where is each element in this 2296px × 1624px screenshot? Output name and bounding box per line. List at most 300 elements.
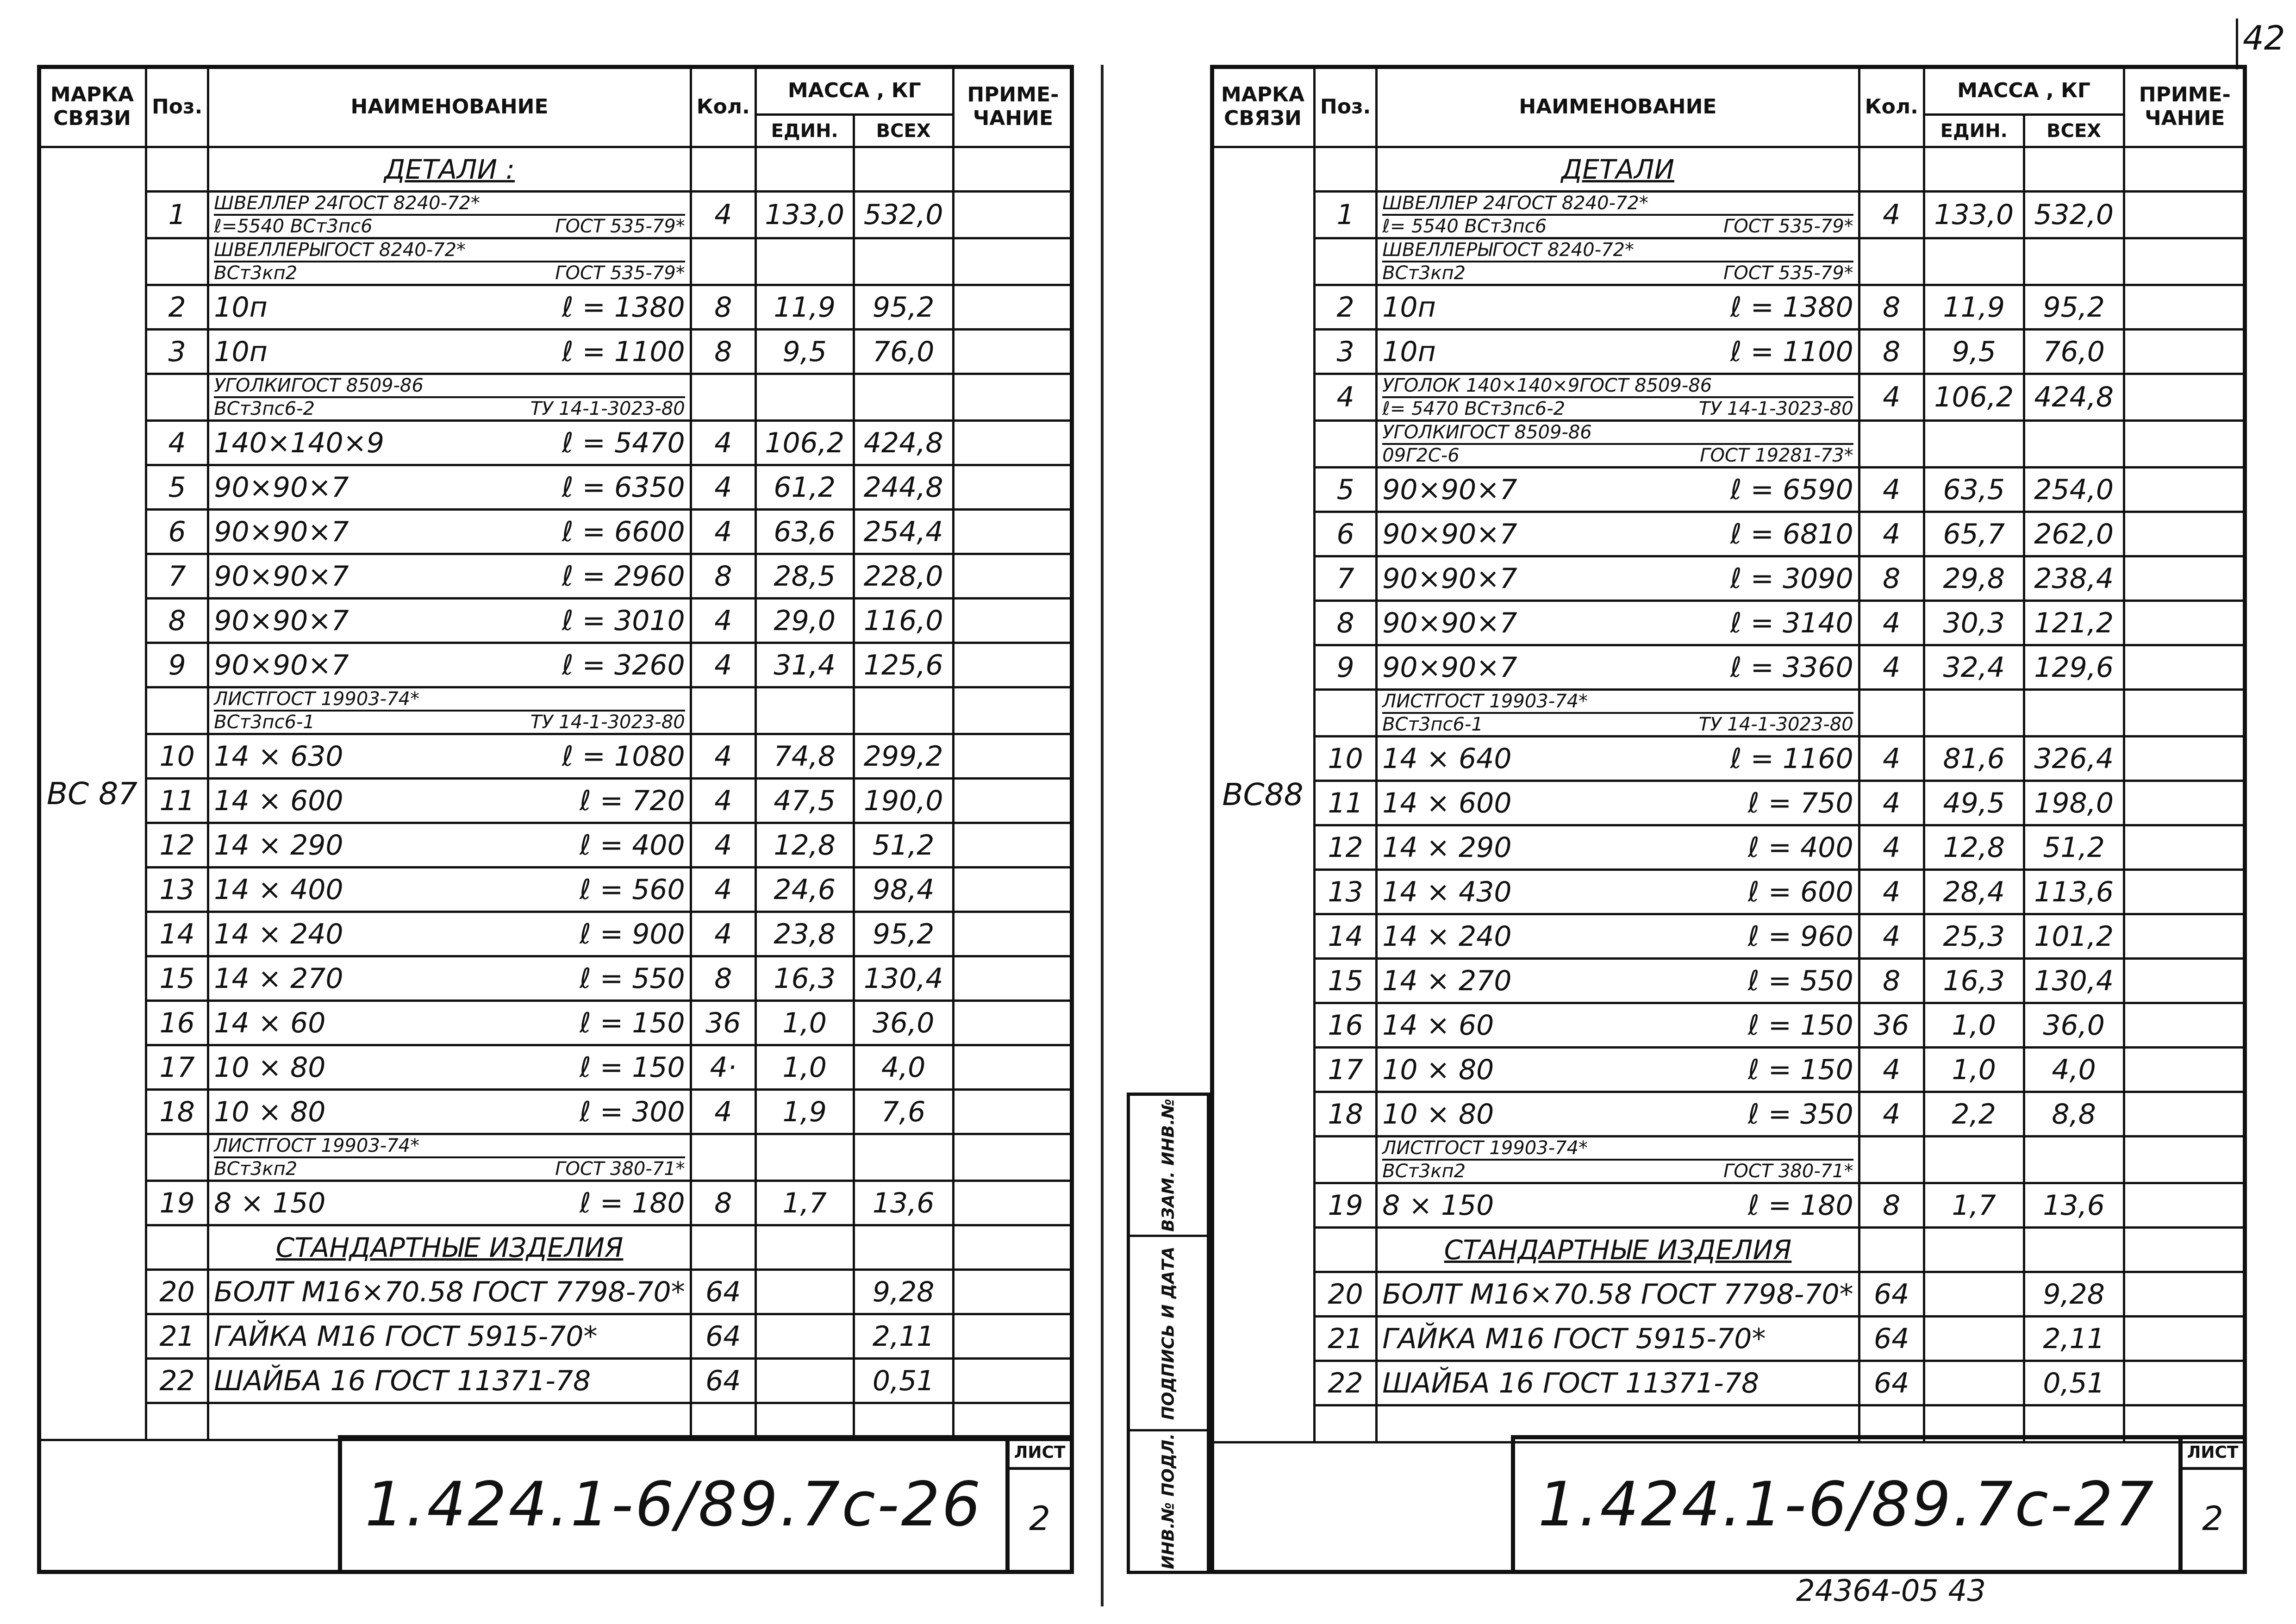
material-name: ЛИСТ <box>1382 1137 1435 1159</box>
unit-mass-cell: 81,6 <box>1924 737 2024 781</box>
pos-cell: 4 <box>146 421 208 465</box>
pos-cell: 5 <box>1314 468 1376 512</box>
note-cell <box>2124 914 2246 959</box>
page-number-mark <box>2236 19 2238 69</box>
total-mass-cell: 129,6 <box>2024 645 2124 690</box>
qty-cell: 64 <box>1859 1272 1924 1317</box>
qty-cell <box>1859 238 1924 285</box>
material-cell <box>1377 421 1859 468</box>
item-grade-standard: ТУ 14-1-3023-80 <box>1698 398 1853 419</box>
note-cell <box>953 779 1073 823</box>
qty-cell <box>1859 147 1924 192</box>
strip-label-orig: ИНВ.№ ПОДЛ. <box>1159 1433 1178 1569</box>
item-length-grade: ℓ=5540 ВСт3пс6 <box>214 216 373 237</box>
table-row <box>38 823 1073 868</box>
note-header <box>953 66 1073 147</box>
total-mass-cell: 2,11 <box>2024 1317 2124 1361</box>
pos-cell: 1 <box>146 192 208 238</box>
total-mass-cell: 13,6 <box>2024 1183 2124 1228</box>
pos-cell <box>146 687 208 734</box>
unit-mass-cell: 106,2 <box>1924 374 2024 421</box>
strip-cell-sign <box>1130 1235 1207 1429</box>
material-grade: ВСт3кп2 <box>1382 262 1466 284</box>
material-line-1 <box>1382 691 1853 714</box>
note-header <box>2124 66 2246 147</box>
item-size: 14 × 60 <box>1382 1009 1494 1042</box>
name-cell <box>208 421 691 465</box>
name-cell <box>208 1181 691 1225</box>
unit-mass-cell <box>1924 690 2024 737</box>
qty-cell: 4· <box>691 1045 755 1090</box>
unit-mass-cell <box>1924 1228 2024 1272</box>
unit-mass-cell <box>1924 1317 2024 1361</box>
note-cell <box>953 1225 1073 1270</box>
item-line-2 <box>1382 216 1853 237</box>
item-size: 8 × 150 <box>1382 1189 1494 1222</box>
item-length: ℓ = 2960 <box>562 560 685 593</box>
pos-cell: 18 <box>146 1090 208 1134</box>
qty-cell: 4 <box>1859 781 1924 825</box>
unit-mass-cell <box>1924 421 2024 468</box>
item-length: ℓ = 6350 <box>562 471 685 504</box>
sheet-label: ЛИСТ <box>2183 1439 2243 1470</box>
item-size: 10п <box>214 291 268 324</box>
name-cell-pair <box>214 1051 685 1084</box>
table-row <box>38 868 1073 912</box>
note-cell <box>953 1045 1073 1090</box>
note-cell <box>953 1314 1073 1359</box>
unit-mass-cell: 1,7 <box>1924 1183 2024 1228</box>
note-cell <box>2124 601 2246 645</box>
item-size: 10 × 80 <box>214 1051 326 1084</box>
unit-mass-cell <box>1924 147 2024 192</box>
total-mass-cell: 0,51 <box>2024 1361 2124 1405</box>
table-row <box>1211 1361 2246 1405</box>
item-size: 90×90×7 <box>1382 606 1517 639</box>
pos-cell <box>1314 147 1376 192</box>
material-line-2 <box>214 262 685 284</box>
item-line-1 <box>1382 193 1853 216</box>
note-cell <box>953 510 1073 554</box>
sheet-label: ЛИСТ <box>1010 1439 1070 1470</box>
table-row <box>1211 556 2246 601</box>
material-grade: ВСт3кп2 <box>214 262 298 284</box>
item-size: 90×90×7 <box>214 560 349 593</box>
unit-mass-cell: 29,0 <box>755 599 854 643</box>
note-cell <box>2124 1272 2246 1317</box>
note-cell <box>2124 468 2246 512</box>
pos-cell: 20 <box>146 1270 208 1314</box>
unit-mass-cell <box>755 374 854 421</box>
material-name: ЛИСТ <box>214 1135 266 1156</box>
pos-cell: 13 <box>1314 870 1376 914</box>
total-mass-cell <box>2024 238 2124 285</box>
section-row <box>1211 1228 2246 1272</box>
material-row <box>1211 690 2246 737</box>
pos-cell: 3 <box>146 330 208 374</box>
total-mass-cell: 13,6 <box>854 1181 953 1225</box>
name-cell-pair <box>214 427 685 459</box>
table-row <box>38 465 1073 510</box>
material-cell <box>1377 1137 1859 1183</box>
material-grade: ВСт3кп2 <box>214 1158 298 1180</box>
unit-mass-cell: 1,0 <box>755 1001 854 1045</box>
item-size: 90×90×7 <box>214 471 349 504</box>
item-length: ℓ = 1100 <box>1730 335 1853 368</box>
table-row <box>38 554 1073 599</box>
item-length: ℓ = 150 <box>579 1051 685 1084</box>
qty-cell: 4 <box>691 599 755 643</box>
name-cell-pair <box>1382 651 1853 684</box>
table-row <box>1211 914 2246 959</box>
note-cell <box>2124 192 2246 238</box>
unit-mass-cell: 49,5 <box>1924 781 2024 825</box>
item-size: 90×90×7 <box>214 604 349 637</box>
item-size: 14 × 600 <box>214 784 343 817</box>
unit-mass-cell <box>1924 1137 2024 1183</box>
material-standard: ГОСТ 8240-72* <box>1492 239 1634 261</box>
total-mass-cell: 228,0 <box>854 554 953 599</box>
qty-cell: 4 <box>691 421 755 465</box>
pos-cell: 19 <box>1314 1183 1376 1228</box>
item-size: 14 × 270 <box>214 962 343 995</box>
name-cell <box>1377 1048 1859 1092</box>
pos-cell: 11 <box>1314 781 1376 825</box>
total-mass-cell: 36,0 <box>2024 1003 2124 1048</box>
item-size: 90×90×7 <box>214 649 349 681</box>
mark-header <box>1211 66 1315 147</box>
total-mass-cell: 2,11 <box>854 1314 953 1359</box>
item-grade-standard: ГОСТ 535-79* <box>1723 216 1853 237</box>
page-number: 42 <box>2243 19 2285 57</box>
table-row <box>1211 374 2246 421</box>
strip-label-replace: ВЗАМ. ИНВ.№ <box>1159 1099 1178 1232</box>
total-mass-cell: 121,2 <box>2024 601 2124 645</box>
unit-mass-cell <box>1924 238 2024 285</box>
note-header-line2: ЧАНИЕ <box>2145 106 2225 130</box>
qty-cell: 8 <box>691 1181 755 1225</box>
name-cell <box>208 330 691 374</box>
name-cell-pair <box>1382 787 1853 819</box>
qty-cell: 4 <box>691 465 755 510</box>
unit-mass-cell <box>755 687 854 734</box>
pos-cell: 12 <box>1314 825 1376 870</box>
name-cell-pair <box>1382 965 1853 997</box>
unit-mass-cell: 47,5 <box>755 779 854 823</box>
material-cell <box>208 1134 691 1181</box>
unit-mass-cell <box>755 1134 854 1181</box>
note-cell <box>2124 556 2246 601</box>
qty-cell: 4 <box>691 823 755 868</box>
item-length: ℓ = 3360 <box>1730 651 1853 684</box>
section-title: ДЕТАЛИ <box>1377 147 1859 192</box>
name-cell <box>1377 1092 1859 1137</box>
table-row <box>1211 1317 2246 1361</box>
table-row <box>38 1270 1073 1314</box>
name-cell <box>1377 737 1859 781</box>
item-size: 14 × 400 <box>214 873 343 906</box>
qty-cell <box>1859 1137 1924 1183</box>
pos-cell <box>146 1134 208 1181</box>
item-length: ℓ = 550 <box>1747 964 1853 997</box>
name-cell-pair <box>214 962 685 995</box>
name-cell-pair <box>1382 336 1853 368</box>
item-name: ШВЕЛЛЕР 24 <box>214 193 338 214</box>
note-cell <box>953 687 1073 734</box>
pos-cell: 2 <box>1314 285 1376 330</box>
item-size: 14 × 600 <box>1382 787 1512 819</box>
material-name: УГОЛКИ <box>1382 422 1460 443</box>
pos-header: Поз. <box>146 66 208 147</box>
total-mass-cell <box>2024 1137 2124 1183</box>
pos-cell <box>1314 421 1376 468</box>
material-cell <box>1377 690 1859 737</box>
qty-cell: 4 <box>1859 1092 1924 1137</box>
total-mass-cell: 424,8 <box>854 421 953 465</box>
sheet-divider <box>1101 65 1104 1606</box>
qty-cell: 4 <box>1859 512 1924 556</box>
table-row <box>1211 959 2246 1003</box>
total-mass-cell: 9,28 <box>854 1270 953 1314</box>
table-row <box>38 912 1073 956</box>
unit-mass-cell: 16,3 <box>755 956 854 1001</box>
table-row <box>38 779 1073 823</box>
name-cell-pair <box>214 649 685 681</box>
note-cell <box>953 1270 1073 1314</box>
item-size: 14 × 240 <box>214 918 343 950</box>
mark-header <box>38 66 146 147</box>
pos-cell: 22 <box>146 1359 208 1403</box>
material-line-1 <box>1382 422 1853 445</box>
material-grade-standard: ГОСТ 380-71* <box>1723 1161 1853 1182</box>
name-cell <box>1377 512 1859 556</box>
material-standard: ГОСТ 8240-72* <box>324 239 466 261</box>
name-cell-pair <box>1382 518 1853 550</box>
item-size: 8 × 150 <box>214 1187 326 1219</box>
unit-mass-header: ЕДИН. <box>755 115 854 147</box>
qty-cell: 4 <box>691 912 755 956</box>
item-line-1 <box>1382 375 1853 398</box>
name-cell-pair <box>214 829 685 862</box>
material-line-1 <box>214 375 685 398</box>
name-cell: БОЛТ М16×70.58 ГОСТ 7798-70* <box>208 1270 691 1314</box>
total-mass-header: ВСЕХ <box>854 115 953 147</box>
total-mass-cell <box>854 1225 953 1270</box>
total-mass-cell: 95,2 <box>2024 285 2124 330</box>
note-cell <box>2124 330 2246 374</box>
material-line-1 <box>214 688 685 712</box>
unit-mass-cell <box>1924 1272 2024 1317</box>
item-length: ℓ = 150 <box>1747 1053 1853 1086</box>
qty-cell <box>1859 1228 1924 1272</box>
note-cell <box>2124 1228 2246 1272</box>
material-line-2 <box>1382 445 1853 466</box>
total-mass-cell <box>854 1403 953 1440</box>
note-cell <box>953 734 1073 779</box>
total-mass-header: ВСЕХ <box>2024 115 2124 147</box>
table-row <box>38 421 1073 465</box>
qty-cell: 4 <box>691 192 755 238</box>
table-row <box>1211 825 2246 870</box>
total-mass-cell <box>854 147 953 192</box>
title-block <box>338 1435 1074 1574</box>
item-size: 14 × 640 <box>1382 742 1512 775</box>
pos-cell: 16 <box>146 1001 208 1045</box>
strip-cell-orig <box>1130 1429 1207 1571</box>
note-cell <box>2124 870 2246 914</box>
material-line-2 <box>214 398 685 419</box>
table-row <box>1211 330 2246 374</box>
table-row <box>38 192 1073 238</box>
note-cell <box>2124 421 2246 468</box>
total-mass-cell: 4,0 <box>854 1045 953 1090</box>
material-grade: ВСт3пс6-1 <box>214 712 315 733</box>
note-cell <box>953 285 1073 330</box>
unit-mass-cell <box>755 1359 854 1403</box>
item-size: 14 × 290 <box>214 829 343 862</box>
total-mass-cell: 113,6 <box>2024 870 2124 914</box>
qty-cell: 8 <box>691 554 755 599</box>
total-mass-cell: 4,0 <box>2024 1048 2124 1092</box>
name-cell: ГАЙКА М16 ГОСТ 5915-70* <box>208 1314 691 1359</box>
total-mass-cell: 95,2 <box>854 912 953 956</box>
table-row <box>38 956 1073 1001</box>
item-size: 10 × 80 <box>214 1095 326 1128</box>
sheet-number: 2 <box>1029 1499 1050 1538</box>
note-cell <box>953 465 1073 510</box>
unit-mass-cell: 1,0 <box>755 1045 854 1090</box>
item-length: ℓ = 3090 <box>1730 562 1853 595</box>
name-cell-pair <box>1382 1054 1853 1086</box>
title-block <box>1511 1435 2247 1574</box>
material-row <box>38 687 1073 734</box>
qty-cell: 4 <box>691 868 755 912</box>
qty-cell: 4 <box>1859 737 1924 781</box>
total-mass-cell <box>2024 147 2124 192</box>
total-mass-cell: 9,28 <box>2024 1272 2124 1317</box>
unit-mass-cell: 106,2 <box>755 421 854 465</box>
qty-cell: 4 <box>1859 601 1924 645</box>
item-length: ℓ = 400 <box>579 829 685 862</box>
table-row <box>1211 192 2246 238</box>
pos-cell: 18 <box>1314 1092 1376 1137</box>
item-grade-standard: ГОСТ 535-79* <box>555 216 685 237</box>
unit-mass-cell: 133,0 <box>1924 192 2024 238</box>
mark-header-line1: МАРКА <box>1221 83 1304 106</box>
pos-cell: 21 <box>146 1314 208 1359</box>
pos-cell <box>146 147 208 192</box>
item-size: 14 × 60 <box>214 1006 326 1039</box>
total-mass-cell: 95,2 <box>854 285 953 330</box>
material-row <box>1211 238 2246 285</box>
material-line-2 <box>1382 714 1853 735</box>
sheet-number-box <box>2178 1439 2243 1570</box>
spec-table <box>37 65 1074 1441</box>
pos-cell: 2 <box>146 285 208 330</box>
note-cell <box>2124 1003 2246 1048</box>
total-mass-cell: 198,0 <box>2024 781 2124 825</box>
qty-cell: 4 <box>1859 1048 1924 1092</box>
material-line-1 <box>214 1135 685 1158</box>
strip-label-sign: ПОДПИСЬ И ДАТА <box>1159 1246 1178 1420</box>
total-mass-cell: 36,0 <box>854 1001 953 1045</box>
item-length: ℓ = 1380 <box>1730 291 1853 324</box>
material-name: ШВЕЛЛЕРЫ <box>214 239 324 261</box>
total-mass-cell <box>854 1134 953 1181</box>
item-size: 90×90×7 <box>1382 651 1517 684</box>
pos-cell: 9 <box>1314 645 1376 690</box>
item-line-2 <box>214 216 685 237</box>
note-cell <box>2124 1092 2246 1137</box>
total-mass-cell <box>2024 421 2124 468</box>
table-row <box>1211 1092 2246 1137</box>
section-title: СТАНДАРТНЫЕ ИЗДЕЛИЯ <box>1377 1228 1859 1272</box>
name-cell <box>1377 959 1859 1003</box>
unit-mass-cell <box>755 238 854 285</box>
qty-cell: 4 <box>1859 914 1924 959</box>
pos-cell: 21 <box>1314 1317 1376 1361</box>
drawing-code: 1.424.1-6/89.7с-27 <box>1538 1469 2156 1540</box>
material-line-2 <box>1382 262 1853 284</box>
qty-cell: 64 <box>1859 1361 1924 1405</box>
material-grade-standard: ГОСТ 535-79* <box>1723 262 1853 284</box>
drawing-code: 1.424.1-6/89.7с-26 <box>365 1469 983 1540</box>
header-row <box>38 66 1073 115</box>
pos-cell: 7 <box>146 554 208 599</box>
pos-cell: 12 <box>146 823 208 868</box>
item-length: ℓ = 3010 <box>562 604 685 637</box>
name-cell-pair <box>214 874 685 906</box>
table-row <box>38 1359 1073 1403</box>
qty-cell: 4 <box>691 1090 755 1134</box>
total-mass-cell: 8,8 <box>2024 1092 2124 1137</box>
pos-cell: 15 <box>146 956 208 1001</box>
unit-mass-cell <box>755 1225 854 1270</box>
note-cell <box>953 643 1073 687</box>
name-cell-pair <box>1382 920 1853 953</box>
total-mass-cell <box>2024 1228 2124 1272</box>
name-cell-pair <box>214 785 685 817</box>
empty-row <box>38 1403 1073 1440</box>
note-cell <box>2124 781 2246 825</box>
note-cell <box>2124 690 2246 737</box>
name-cell-pair <box>1382 1098 1853 1131</box>
note-header-line1: ПРИМЕ- <box>967 83 1059 106</box>
note-cell <box>953 421 1073 465</box>
total-mass-cell: 424,8 <box>2024 374 2124 421</box>
item-length: ℓ = 350 <box>1747 1098 1853 1131</box>
item-line-1 <box>214 193 685 216</box>
unit-mass-cell: 28,5 <box>755 554 854 599</box>
item-size: 10 × 80 <box>1382 1098 1494 1131</box>
table-row <box>1211 737 2246 781</box>
pos-header: Поз. <box>1314 66 1376 147</box>
material-line-2 <box>1382 1161 1853 1182</box>
note-header-line2: ЧАНИЕ <box>973 106 1054 130</box>
item-size: 10п <box>1382 335 1436 368</box>
section-title: СТАНДАРТНЫЕ ИЗДЕЛИЯ <box>208 1225 691 1270</box>
unit-mass-cell: 11,9 <box>1924 285 2024 330</box>
item-length-grade: ℓ= 5470 ВСт3пс6-2 <box>1382 398 1566 419</box>
qty-cell: 4 <box>691 510 755 554</box>
note-cell <box>953 330 1073 374</box>
material-grade-standard: ТУ 14-1-3023-80 <box>1698 714 1853 735</box>
name-cell <box>1377 330 1859 374</box>
pos-cell: 15 <box>1314 959 1376 1003</box>
total-mass-cell: 130,4 <box>2024 959 2124 1003</box>
item-size: 14 × 630 <box>214 740 343 773</box>
material-grade-standard: ГОСТ 19281-73* <box>1700 445 1853 466</box>
